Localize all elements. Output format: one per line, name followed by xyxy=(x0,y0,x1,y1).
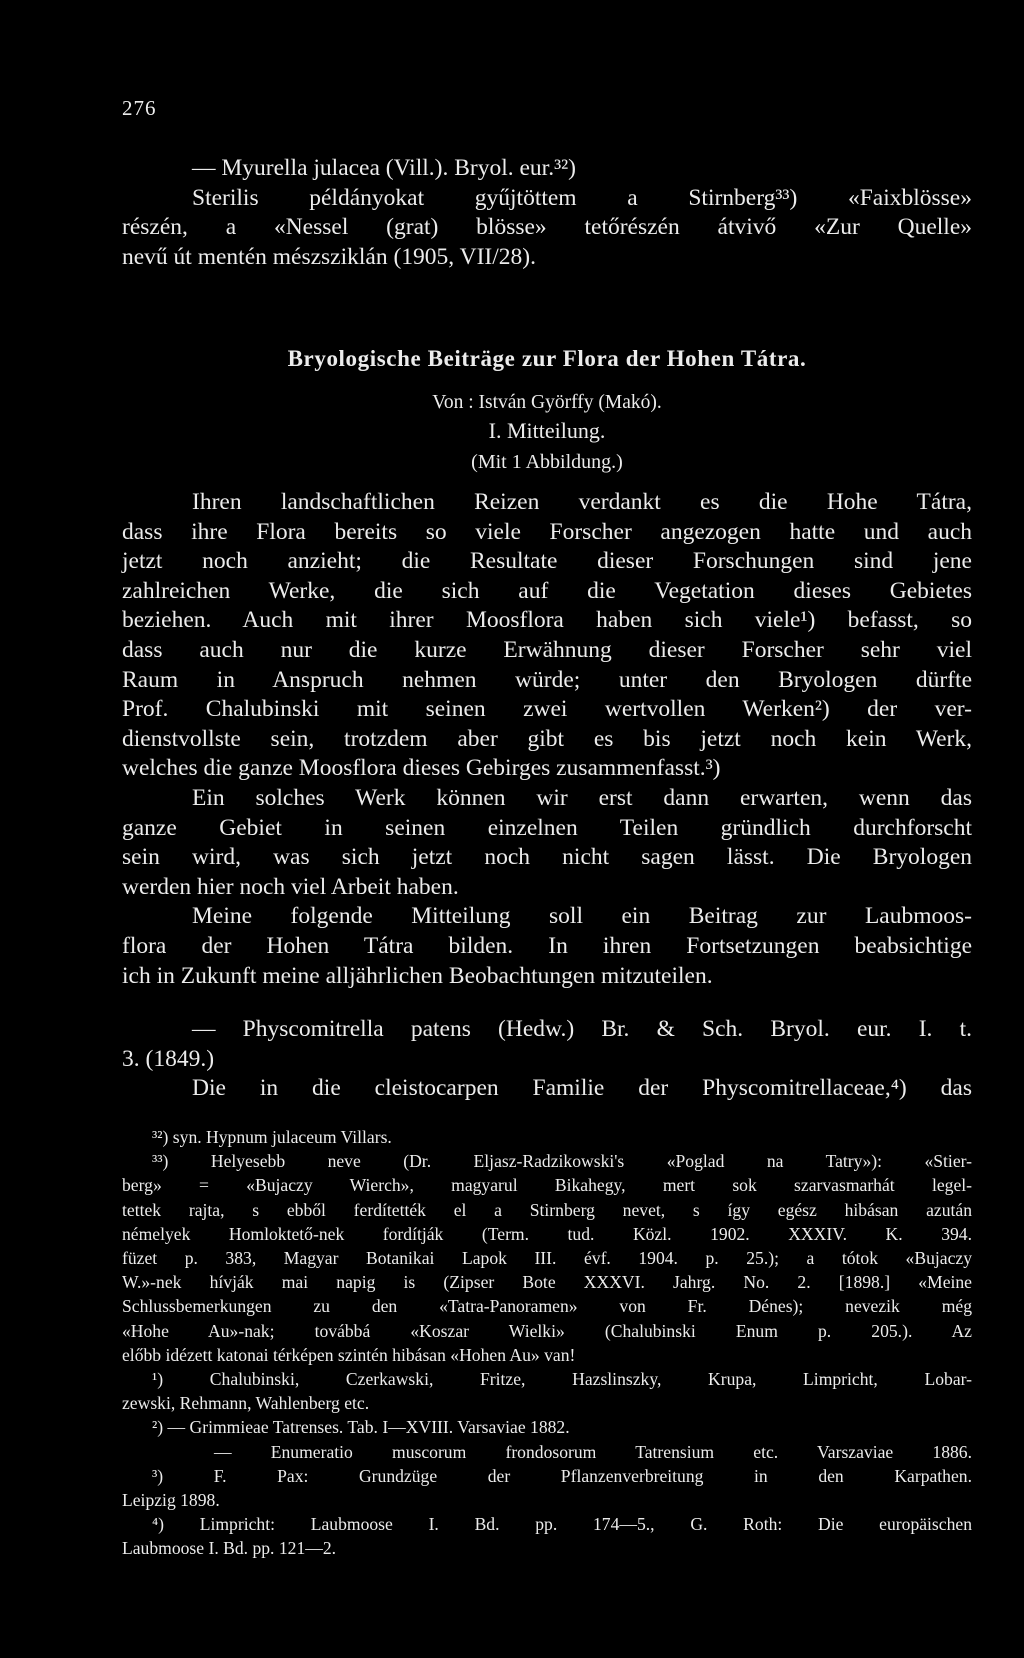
entry-text-line: nevű út mentén mészsziklán (1905, VII/28). xyxy=(122,243,536,270)
article-part: I. Mitteilung. xyxy=(488,418,606,443)
footnote-line: W.»-nek hívják mai napig is (Zipser Bote XXXVI. Jahrg. No. 2. [1898.] «Meine xyxy=(122,1272,972,1293)
footnote-line: ³²) syn. Hypnum julaceum Villars. xyxy=(152,1127,392,1147)
species-entry-myurella xyxy=(122,154,972,272)
body-line: Meine folgende Mitteilung soll ein Beitrag zur Laubmoos- xyxy=(192,903,972,930)
footnote-line: Laubmoose I. Bd. pp. 121—2. xyxy=(122,1538,337,1559)
body-line: dienstvollste sein, trotzdem aber gibt es bis jetzt noch kein Werk, xyxy=(122,725,972,752)
article-figure-note: (Mit 1 Abbildung.) xyxy=(471,451,623,473)
species-entry-physcomitrella xyxy=(122,1015,972,1104)
entry-text-line: részén, a «Nessel (grat) blösse» tetőrészén átvivő «Zur Quelle» xyxy=(122,214,972,241)
body-line: dass ihre Flora bereits so viele Forscher angezogen hatte und auch xyxy=(122,518,972,545)
entry-text-line: Sterilis példányokat gyűjtöttem a Stirnberg³³) «Faixblösse» xyxy=(192,184,972,211)
species-heading: — Myurella julacea (Vill.). Bryol. eur.³²) xyxy=(192,155,576,181)
footnote-line: némelyek Homloktető-nek fordítják (Term. tud. Közl. 1902. XXXIV. K. 394. xyxy=(122,1223,972,1244)
footnote-line: ³³) Helyesebb neve (Dr. Eljasz-Radzikowski's «Poglad na Tatry»): «Stier- xyxy=(152,1151,972,1172)
entry-text-line: 3. (1849.) xyxy=(122,1045,215,1072)
body-line: Raum in Anspruch nehmen würde; unter den Bryologen dürfte xyxy=(122,666,972,693)
entry-text-line: Die in die cleistocarpen Familie der Physcomitrellaceae,⁴) das xyxy=(192,1075,972,1102)
footnote-line: — Enumeratio muscorum frondosorum Tatrensium etc. Varszaviae 1886. xyxy=(214,1441,972,1462)
page-number: 276 xyxy=(122,96,157,120)
body-line: sein wird, was sich jetzt noch nicht sagen lässt. Die Bryologen xyxy=(122,844,972,871)
species-heading: — Physcomitrella patens (Hedw.) Br. & Sch. Bryol. eur. I. t. xyxy=(192,1016,972,1042)
footnotes xyxy=(122,1125,972,1561)
body-line: werden hier noch viel Arbeit haben. xyxy=(122,873,459,900)
body-line: jetzt noch anzieht; die Resultate dieser Forschungen sind jene xyxy=(122,548,972,575)
footnote-line: ²) — Grimmieae Tatrenses. Tab. I—XVIII. Varsaviae 1882. xyxy=(152,1417,570,1438)
body-line: Ein solches Werk können wir erst dann erwarten, wenn das xyxy=(192,784,972,811)
footnote-line: Leipzig 1898. xyxy=(122,1490,220,1511)
body-line: ich in Zukunft meine alljährlichen Beobachtungen mitzuteilen. xyxy=(122,962,713,989)
article-body xyxy=(122,488,972,991)
footnote-line: tettek rajta, s ebből ferdítették el a Stirnberg nevet, s így egész hibásan azután xyxy=(122,1199,972,1220)
footnote-line: ¹) Chalubinski, Czerkawski, Fritze, Hazslinszky, Krupa, Limpricht, Lobar- xyxy=(152,1369,972,1390)
footnote-line: ³) F. Pax: Grundzüge der Pflanzenverbreitung in den Karpathen. xyxy=(152,1465,972,1486)
body-line: ganze Gebiet in seinen einzelnen Teilen gründlich durchforscht xyxy=(122,814,972,841)
article-title: Bryologische Beiträge zur Flora der Hohen Tátra. xyxy=(287,346,807,371)
footnote-line: berg» = «Bujaczy Wierch», magyarul Bikahegy, mert sok szarvasmarhát legel- xyxy=(122,1175,972,1196)
body-line: Ihren landschaftlichen Reizen verdankt es die Hohe Tátra, xyxy=(192,489,972,515)
body-line: beziehen. Auch mit ihrer Moosflora haben sich viele¹) befasst, so xyxy=(122,607,972,634)
footnote-line: «Hohe Au»-nak; továbbá «Koszar Wielki» (Chalubinski Enum p. 205.). Az xyxy=(122,1320,972,1341)
article-author: Von : István Györffy (Makó). xyxy=(432,392,662,413)
footnote-line: ⁴) Limpricht: Laubmoose I. Bd. pp. 174—5., G. Roth: Die europäischen xyxy=(152,1514,972,1535)
footnote-line: zewski, Rehmann, Wahlenberg etc. xyxy=(122,1393,370,1414)
footnote-line: Schlussbemerkungen zu den «Tatra-Panoramen» von Fr. Dénes); nevezik még xyxy=(122,1296,972,1317)
footnote-line: füzet p. 383, Magyar Botanikai Lapok III. évf. 1904. p. 25.); a tótok «Bujaczy xyxy=(122,1248,972,1269)
footnote-line: előbb idézett katonai térképen szintén hibásan «Hohen Au» van! xyxy=(122,1344,576,1365)
body-line: flora der Hohen Tátra bilden. In ihren Fortsetzungen beabsichtige xyxy=(122,932,972,959)
body-line: Prof. Chalubinski mit seinen zwei wertvollen Werken²) der ver- xyxy=(122,696,972,723)
body-line: dass auch nur die kurze Erwähnung dieser Forscher sehr viel xyxy=(122,636,972,663)
body-line: zahlreichen Werke, die sich auf die Vegetation dieses Gebietes xyxy=(122,577,972,604)
body-line: welches die ganze Moosflora dieses Gebirges zusammenfasst.³) xyxy=(122,755,721,782)
